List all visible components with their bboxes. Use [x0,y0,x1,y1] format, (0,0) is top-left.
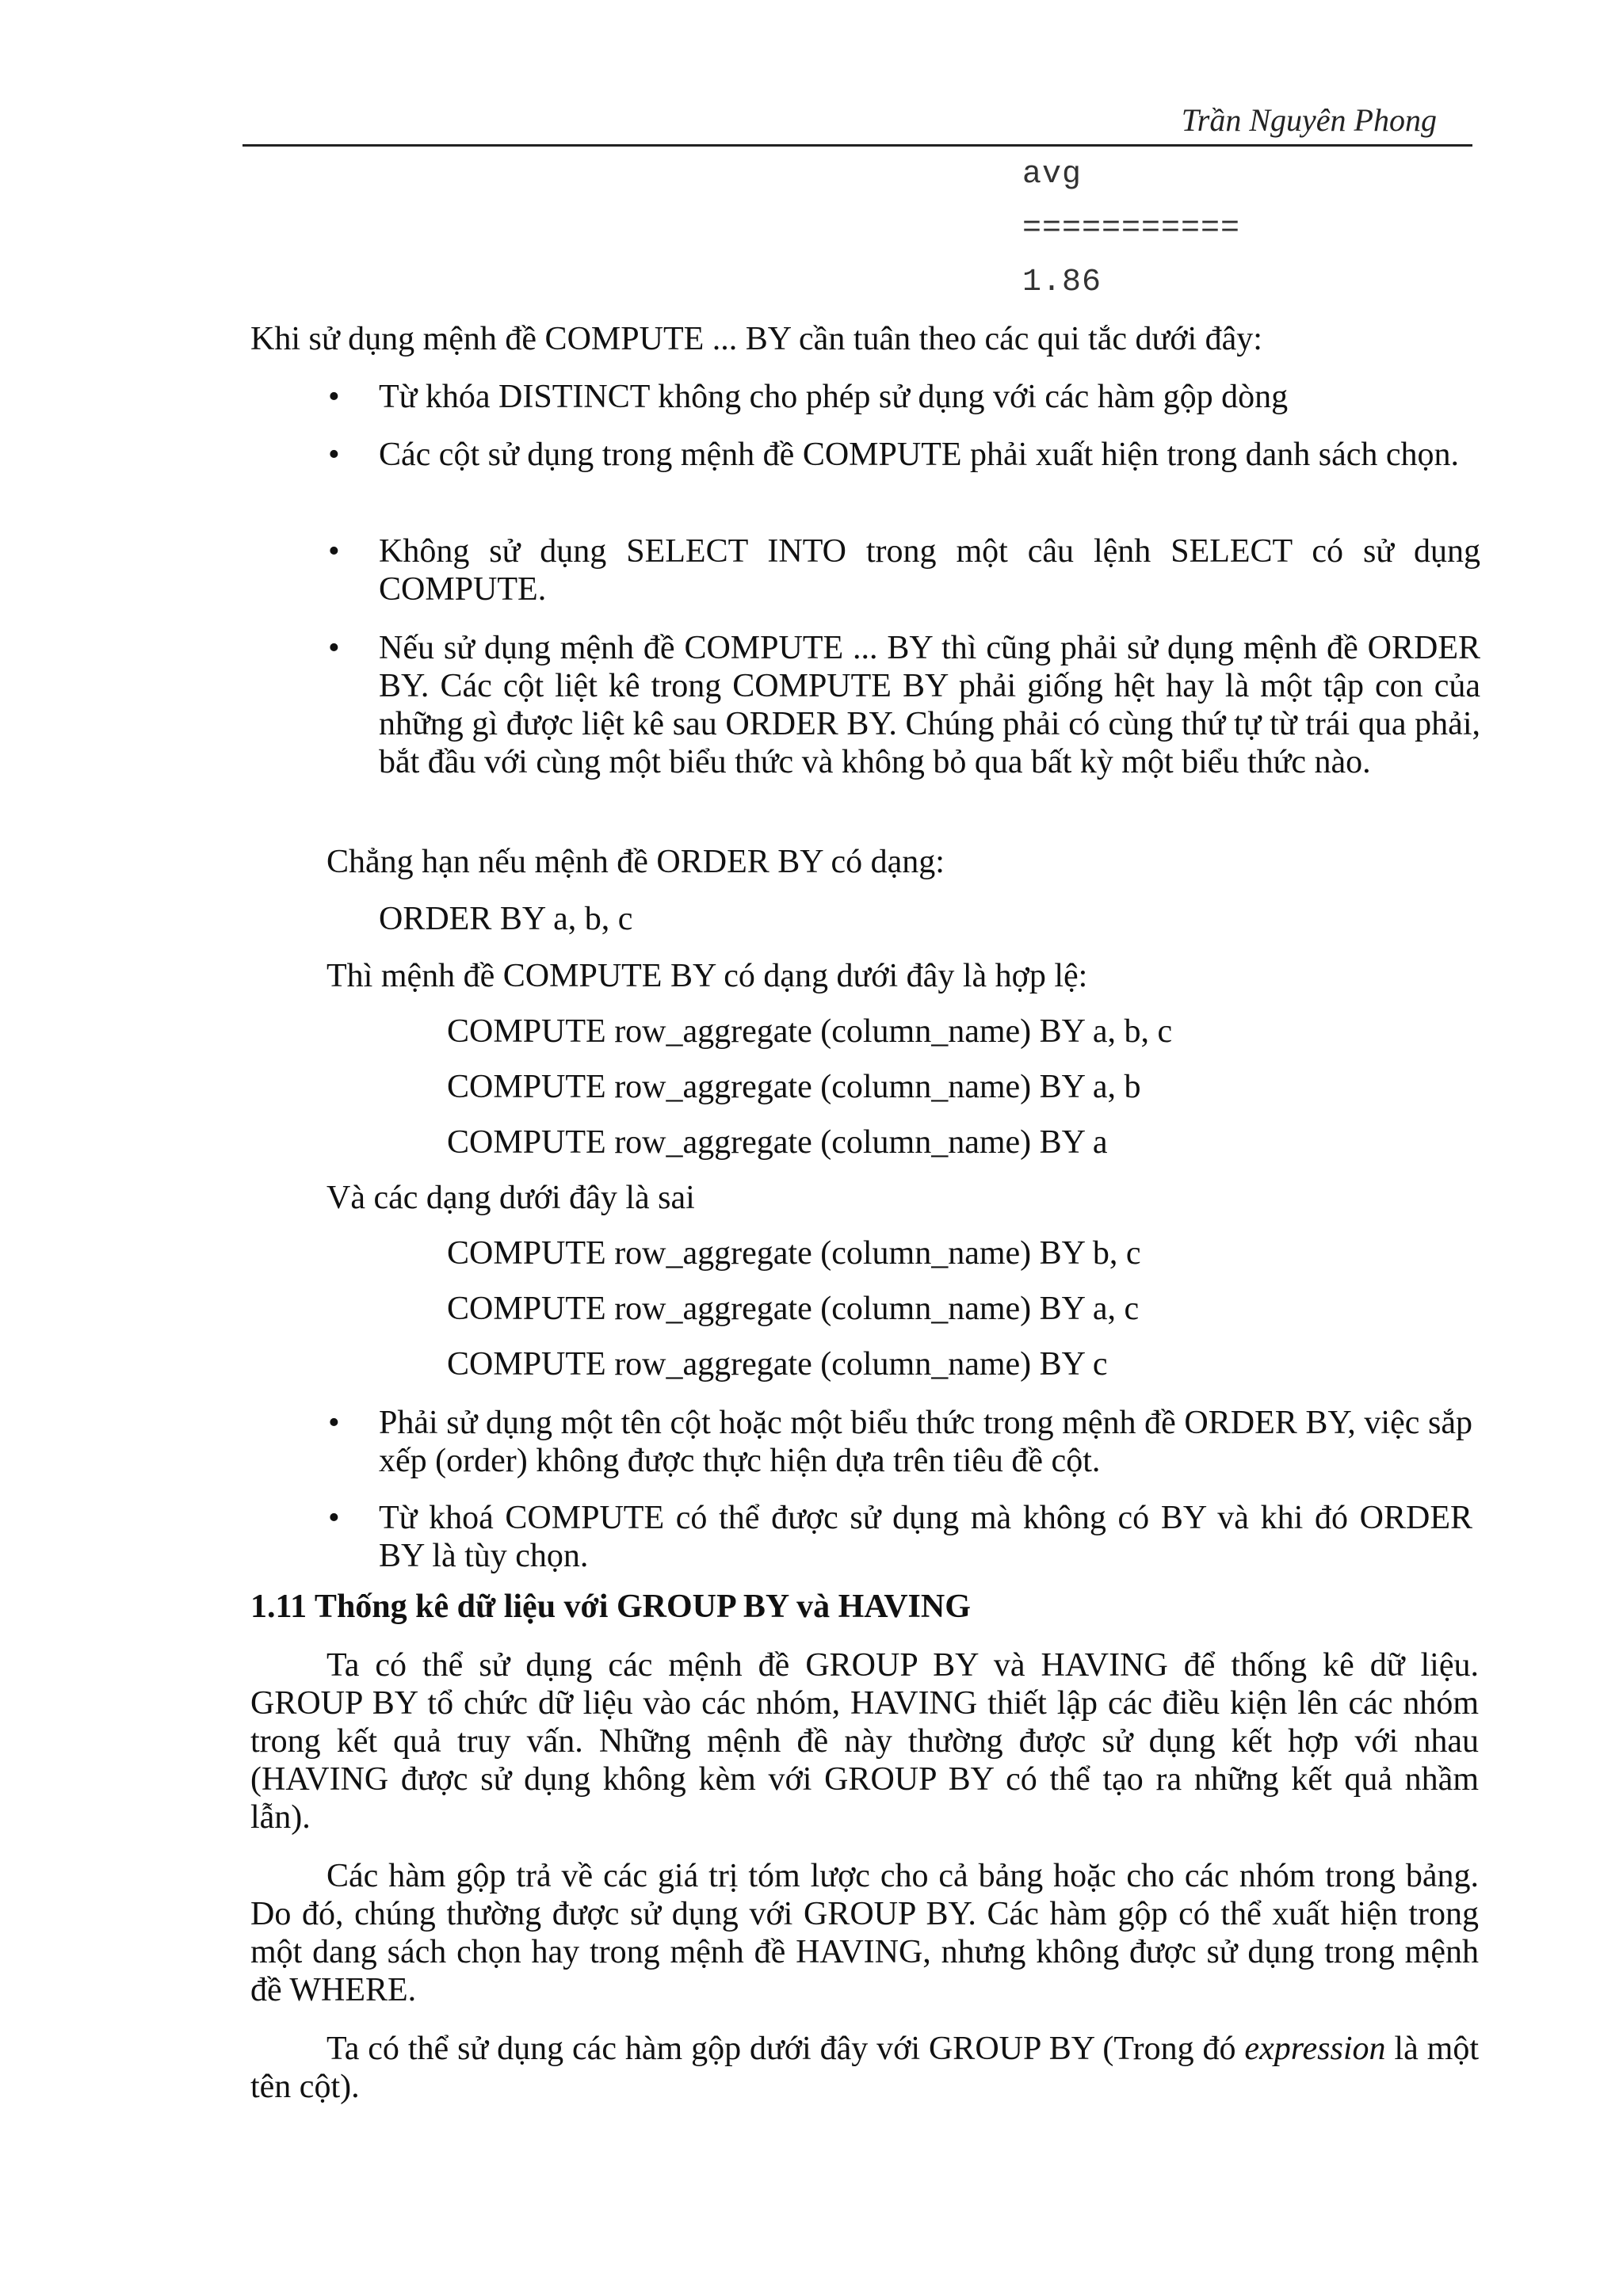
section-paragraph: Ta có thể sử dụng các mệnh đề GROUP BY và HAVING để thống kê dữ liệu. GROUP BY tổ chức dữ liệu vào các nhóm, HAVING thiết lập các điều kiện lên các nhóm trong kết quả truy vấn. Những mệnh đề này thường được sử dụng kết hợp với nhau (HAVING được sử dụng không kèm với GROUP BY có thể tạo ra những kết quả nhầm lẫn). [250,1647,1479,1836]
rules-intro: Khi sử dụng mệnh đề COMPUTE ... BY cần tuân theo các qui tắc dưới đây: [250,321,1262,357]
bullet-marker: • [328,437,340,473]
header-rule [242,144,1472,147]
invalid-intro: Và các dạng dưới đây là sai [327,1180,695,1216]
code-column-name: avg [1022,157,1083,193]
emphasis-text: expression [1244,2031,1386,2067]
rule-item: Phải sử dụng một tên cột hoặc một biểu thức trong mệnh đề ORDER BY, việc sắp xếp (order) không được thực hiện dựa trên tiêu đề cột. [379,1405,1472,1479]
section-heading: 1.11 Thống kê dữ liệu với GROUP BY và HAVING [250,1589,971,1625]
bullet-marker: • [328,533,340,570]
rule-item: Các cột sử dụng trong mệnh đề COMPUTE phải xuất hiện trong danh sách chọn. [379,437,1460,473]
order-by-example: ORDER BY a, b, c [379,901,633,937]
rule-item: Không sử dụng SELECT INTO trong một câu lệnh SELECT có sử dụng COMPUTE. [379,533,1480,608]
bullet-marker: • [328,379,340,415]
bullet-marker: • [328,1500,340,1536]
invalid-compute-line: COMPUTE row_aggregate (column_name) BY a, c [447,1291,1140,1327]
bullet-marker: • [328,1405,340,1441]
valid-compute-line: COMPUTE row_aggregate (column_name) BY a [447,1124,1108,1161]
rule-item: Từ khóa DISTINCT không cho phép sử dụng với các hàm gộp dòng [379,379,1289,415]
invalid-compute-line: COMPUTE row_aggregate (column_name) BY b, c [447,1235,1141,1272]
bullet-marker: • [328,630,340,666]
invalid-compute-line: COMPUTE row_aggregate (column_name) BY c [447,1346,1108,1383]
valid-compute-line: COMPUTE row_aggregate (column_name) BY a, b [447,1069,1141,1105]
rule-item: Nếu sử dụng mệnh đề COMPUTE ... BY thì cũng phải sử dụng mệnh đề ORDER BY. Các cột liệt kê trong COMPUTE BY phải giống hệt hay là một tập con của những gì được liệt kê sau ORDER BY. Chúng phải có cùng thứ tự từ trái qua phải, bắt đầu với cùng một biểu thức và không bỏ qua bất kỳ một biểu thức nào. [379,630,1480,780]
header-author: Trần Nguyên Phong [1181,102,1437,138]
rule-item: Từ khoá COMPUTE có thể được sử dụng mà không có BY và khi đó ORDER BY là tùy chọn. [379,1500,1472,1574]
paragraph-text: Ta có thể sử dụng các hàm gộp dưới đây với GROUP BY (Trong đó [327,2031,1245,2067]
section-paragraph [250,2030,1479,2106]
valid-compute-line: COMPUTE row_aggregate (column_name) BY a, b, c [447,1013,1173,1050]
paragraph-text: là một tên cột). [250,2031,1479,2105]
valid-intro: Thì mệnh đề COMPUTE BY có dạng dưới đây là hợp lệ: [327,958,1088,994]
example-intro: Chẳng hạn nếu mệnh đề ORDER BY có dạng: [327,844,945,880]
code-value: 1.86 [1022,265,1102,300]
section-paragraph: Các hàm gộp trả về các giá trị tóm lược cho cả bảng hoặc cho các nhóm trong bảng. Do đó, chúng thường được sử dụng với GROUP BY. Các hàm gộp có thể xuất hiện trong một dang sách chọn hay trong mệnh đề HAVING, nhưng không được sử dụng trong mệnh đề WHERE. [250,1858,1479,2008]
code-separator: =========== [1022,211,1241,246]
